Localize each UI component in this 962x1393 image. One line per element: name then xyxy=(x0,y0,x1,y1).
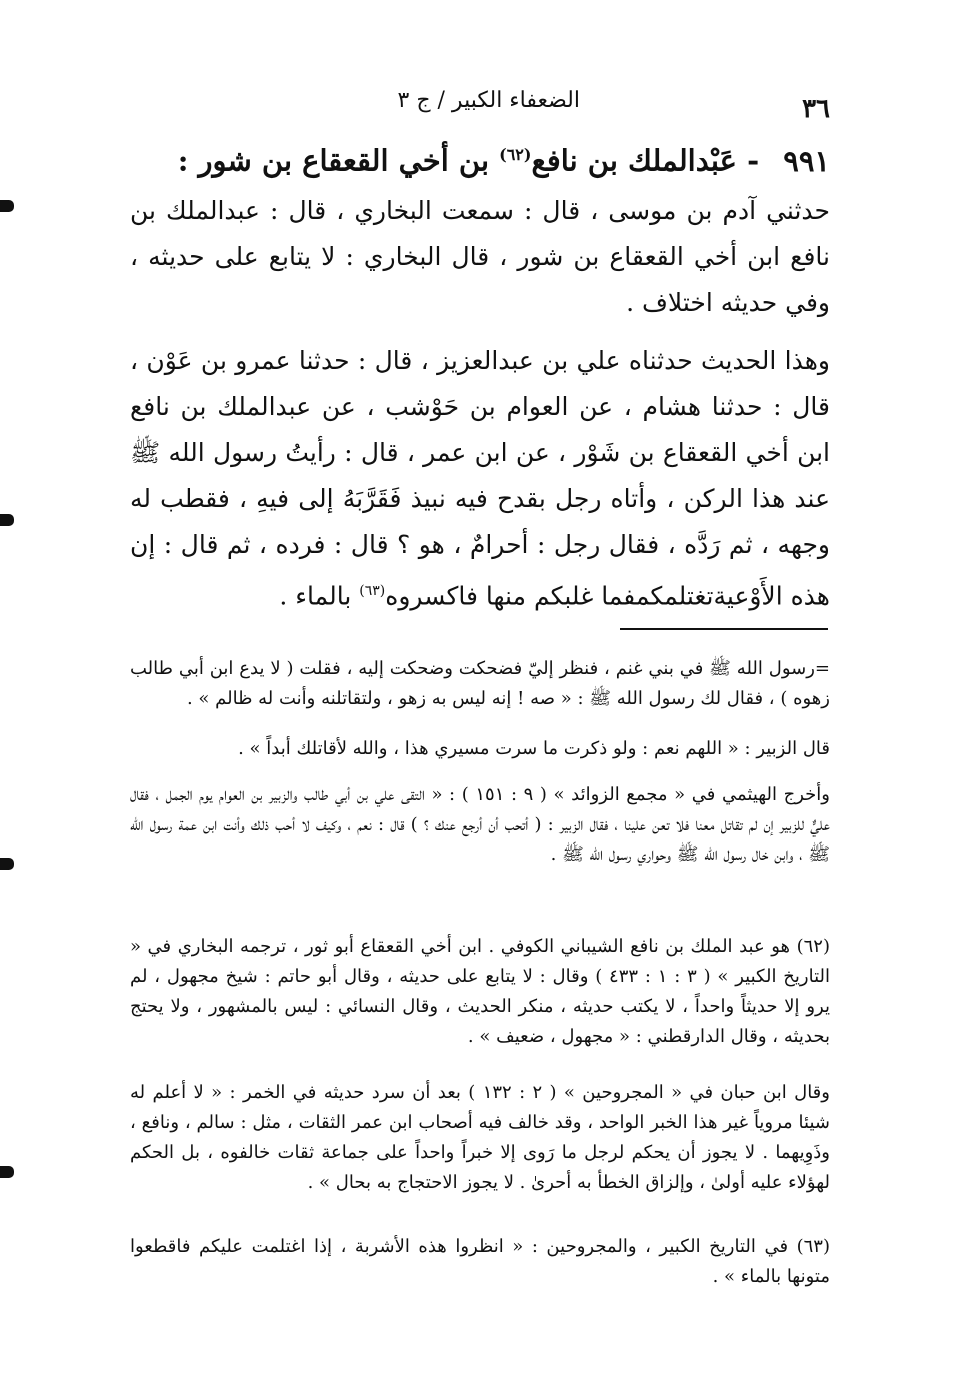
body-paragraph-2 xyxy=(130,338,830,619)
entry-number: ٩٩١ xyxy=(783,143,830,178)
scan-edge-mark xyxy=(0,200,14,212)
page-header xyxy=(130,88,830,124)
footnote-ref-63: (٦٣) xyxy=(359,583,386,599)
footnote-ibn-hibban: وقال ابن حبان في « المجروحين » ( ٢ : ١٣٢ ) بعد أن سرد حديثه في الخمر : « لا أعلم له شيئا مروياً غير هذا الخبر الواحد ، وقد خالف فيه أصحاب ابن عمر الثقات ، مثل : سالم ، ونافع ، وذَوِيهما . لا يجوز أن يحكم لرجل ما رَوى إلا خبراً واحداً على جماعة ثقات خالفوه ، بل الحكم لهؤلاء عليه أولىٰ ، وإلزاق الخطأ به أحرىٰ . لا يجوز الاحتجاج به بحال » . xyxy=(130,1082,830,1193)
entry-dash: - xyxy=(747,143,760,178)
footnote-zubair-reply: قال الزبير : « اللهم نعم : ولو ذكرت ما سرت مسيري هذا ، والله لأقاتلك أبداً » . xyxy=(238,738,830,759)
footnote-ref-62: (٦٢) xyxy=(499,145,532,164)
footnote-haythami: وأخرج الهيثمي في « مجمع الزوائد » ( ٩ : ١٥١ ) : « التقى علي بن أبي طالب والزبير بن العوام يوم الجمل ، فقال عليٌّ للزبير إن لم تقاتل معنا فلا تعن علينا ، فقال الزبير : ( أتحب أن أرجع عنك ؟ ) قال : نعم ، وكيف لا أحب ذلك وأنت ابن عمة رسول الله ﷺ ، وابن خال رسول الله ﷺ وحواري رسول الله ﷺ . xyxy=(130,784,830,865)
body-paragraph-2-text: وهذا الحديث حدثناه علي بن عبدالعزيز ، قال : حدثنا عمرو بن عَوْن ، قال : حدثنا هشام ، عن العوام بن حَوْشب ، عن عبدالملك بن نافع ابن أخي القعقاع بن شَوْر ، عن ابن عمر ، قال : رأيتُ رسول الله ﷺ عند هذا الركن ، وأتاه رجل بقدح فيه نبيذ فَقَرَّبَهُ إلى فيهِ ، فقطب له وجهه ، ثم رَدَّه ، فقال رجل : أحرامٌ ، هو ؟ قال : فرده ، ثم قال : إن هذه الأَوْعيةتغتلمكمفما غلبكم منها فاكسروه xyxy=(130,346,830,611)
footnote-62: (٦٢) هو عبد الملك بن نافع الشيباني الكوفي . ابن أخي القعقاع أبو ثور ، ترجمه البخاري في « التاريخ الكبير » ( ٣ : ١ : ٤٣٣ ) وقال : لا يتابع على حديثه ، وقال أبو حاتم : شيخ مجهول ، لم يرو إلا حديثاً واحداً ، لا يكتب حديثه ، منكر الحديث ، وقال النسائي : ليس بالمشهور ، ولا يحتج بحديثه ، وقال الدارقطني : « مجهول ، ضعيف » . xyxy=(130,936,830,1047)
scan-edge-mark xyxy=(0,1166,14,1178)
scan-edge-mark xyxy=(0,514,14,526)
footnote-separator xyxy=(620,628,828,630)
body-paragraph-1: حدثني آدم بن موسى ، قال : سمعت البخاري ، قال : عبدالملك بن نافع ابن أخي القعقاع بن شور ، قال البخاري : لا يتابع على حديثه ، وفي حديثه اختلاف . xyxy=(130,196,830,317)
footnote-63: (٦٣) في التاريخ الكبير ، والمجروحين : « انظروا هذه الأشربة ، إذا اغتلمت عليكم فاقطعوا متونها بالماء » . xyxy=(130,1236,830,1287)
running-title: الضعفاء الكبير / ج ٣ xyxy=(397,88,580,113)
entry-heading xyxy=(130,134,830,182)
footnote-continuation: =رسول الله ﷺ في بني غنم ، فنظر إليّ فضحكت وضحكت إليه ، فقلت ( لا يدع ابن أبي طالب زهوه ) ، فقال لك رسول الله ﷺ : « صه ! إنه ليس به زهو ، ولتقاتلنه وأنت له ظالم » . xyxy=(130,658,830,709)
entry-name: عَبْدالملك بن نافع xyxy=(531,143,737,178)
body-paragraph-2-end: بالماء . xyxy=(279,581,360,611)
page-number: ٣٦ xyxy=(802,94,830,124)
scan-edge-mark xyxy=(0,858,14,870)
entry-name-continued: بن أخي القعقاع بن شور : xyxy=(177,143,500,178)
